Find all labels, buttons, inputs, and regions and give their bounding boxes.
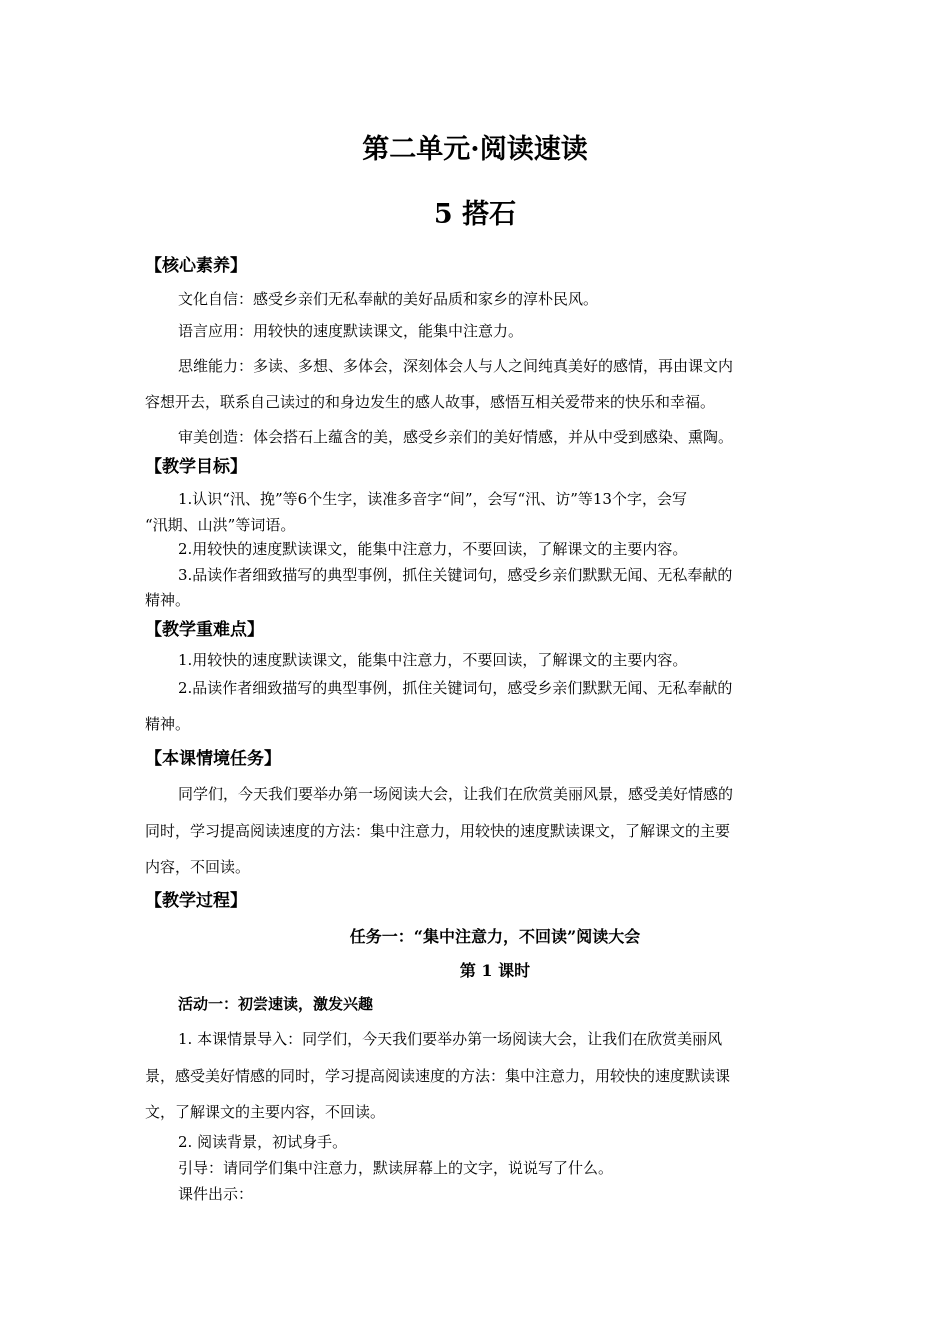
guide-text: 引导：请同学们集中注意力，默读屏幕上的文字，说说写了什么。 xyxy=(178,1159,614,1177)
core-language: 语言应用：用较快的速度默读课文，能集中注意力。 xyxy=(178,322,524,340)
core-aesthetic: 审美创造：体会搭石上蕴含的美，感受乡亲们的美好情感，并从中受到感染、熏陶。 xyxy=(178,428,734,446)
goal-3-line1: 3.品读作者细致描写的典型事例，抓住关键词句，感受乡亲们默默无闻、无私奉献的 xyxy=(178,566,733,584)
step-1-line2: 景，感受美好情感的同时，学习提高阅读速度的方法：集中注意力，用较快的速度默读课 xyxy=(145,1067,731,1085)
unit-title: 第二单元·阅读速读 xyxy=(362,134,588,165)
scenario-line1: 同学们，今天我们要举办第一场阅读大会，让我们在欣赏美丽风景，感受美好情感的 xyxy=(178,785,734,803)
scenario-line2: 同时，学习提高阅读速度的方法：集中注意力，用较快的速度默读课文，了解课文的主要 xyxy=(145,822,731,840)
activity-one-heading: 活动一：初尝速读，激发兴趣 xyxy=(178,995,374,1013)
core-thinking-line1: 思维能力：多读、多想、多体会，深刻体会人与人之间纯真美好的感情，再由课文内 xyxy=(178,357,734,375)
goal-3-line2: 精神。 xyxy=(145,591,191,609)
section-heading-difficulties: 【教学重难点】 xyxy=(145,620,264,640)
section-heading-scenario: 【本课情境任务】 xyxy=(145,749,281,769)
courseware-label: 课件出示： xyxy=(178,1185,254,1203)
difficulty-2-line1: 2.品读作者细致描写的典型事例，抓住关键词句，感受乡亲们默默无闻、无私奉献的 xyxy=(178,679,733,697)
task-one-heading: 任务一：“集中注意力，不回读”阅读大会 xyxy=(349,927,641,946)
section-heading-process: 【教学过程】 xyxy=(145,891,247,911)
goal-1-line1: 1.认识“汛、挽”等6个生字，读准多音字“间”，会写“汛、访”等13个字，会写 xyxy=(178,490,687,508)
section-heading-goals: 【教学目标】 xyxy=(145,457,247,477)
lesson-title: 5 搭石 xyxy=(433,199,517,230)
step-1-line1: 1. 本课情景导入：同学们，今天我们要举办第一场阅读大会，让我们在欣赏美丽风 xyxy=(178,1030,723,1048)
scenario-line3: 内容，不回读。 xyxy=(145,858,251,876)
core-thinking-line2: 容想开去，联系自己读过的和身边发生的感人故事，感悟互相关爱带来的快乐和幸福。 xyxy=(145,393,716,411)
lesson-period: 第 1 课时 xyxy=(459,961,531,980)
difficulty-2-line2: 精神。 xyxy=(145,715,191,733)
step-2: 2. 阅读背景，初试身手。 xyxy=(178,1133,348,1151)
goal-2: 2.用较快的速度默读课文，能集中注意力，不要回读，了解课文的主要内容。 xyxy=(178,540,688,558)
core-culture: 文化自信：感受乡亲们无私奉献的美好品质和家乡的淳朴民风。 xyxy=(178,290,599,308)
step-1-line3: 文，了解课文的主要内容，不回读。 xyxy=(145,1103,386,1121)
section-heading-core: 【核心素养】 xyxy=(145,256,247,276)
difficulty-1: 1.用较快的速度默读课文，能集中注意力，不要回读，了解课文的主要内容。 xyxy=(178,651,688,669)
goal-1-line2: “汛期、山洪”等词语。 xyxy=(145,516,296,534)
